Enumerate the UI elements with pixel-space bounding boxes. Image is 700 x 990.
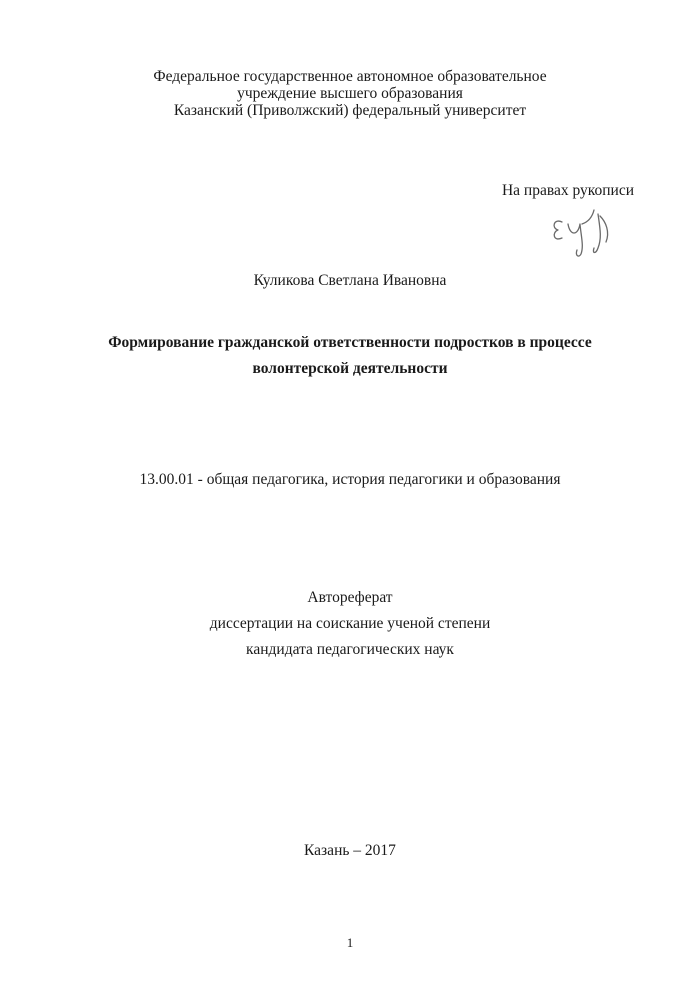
- document-type: [0, 585, 700, 663]
- title-line-2: волонтерской деятельности: [252, 360, 448, 377]
- institution-line-2: учреждение высшего образования: [237, 85, 463, 102]
- dissertation-title: [0, 330, 700, 382]
- doctype-line-2: диссертации на соискание ученой степени: [209, 615, 491, 632]
- rights-note: На правах рукописи: [501, 182, 634, 199]
- page-number: 1: [346, 935, 354, 950]
- doctype-line-3: кандидата педагогических наук: [246, 641, 454, 658]
- institution-line-3: Казанский (Приволжский) федеральный университет: [173, 102, 527, 119]
- institution-line-1: Федеральное государственное автономное образовательное: [153, 68, 547, 85]
- title-line-1: Формирование гражданской ответственности подростков в процессе: [108, 334, 592, 351]
- institution-header: [0, 68, 700, 119]
- doctype-line-1: Автореферат: [307, 589, 393, 606]
- city-year: Казань – 2017: [304, 842, 396, 859]
- author-name: Куликова Светлана Ивановна: [253, 272, 447, 289]
- specialty-code: 13.00.01 - общая педагогика, история педагогики и образования: [139, 471, 561, 488]
- signature-icon: [548, 202, 630, 260]
